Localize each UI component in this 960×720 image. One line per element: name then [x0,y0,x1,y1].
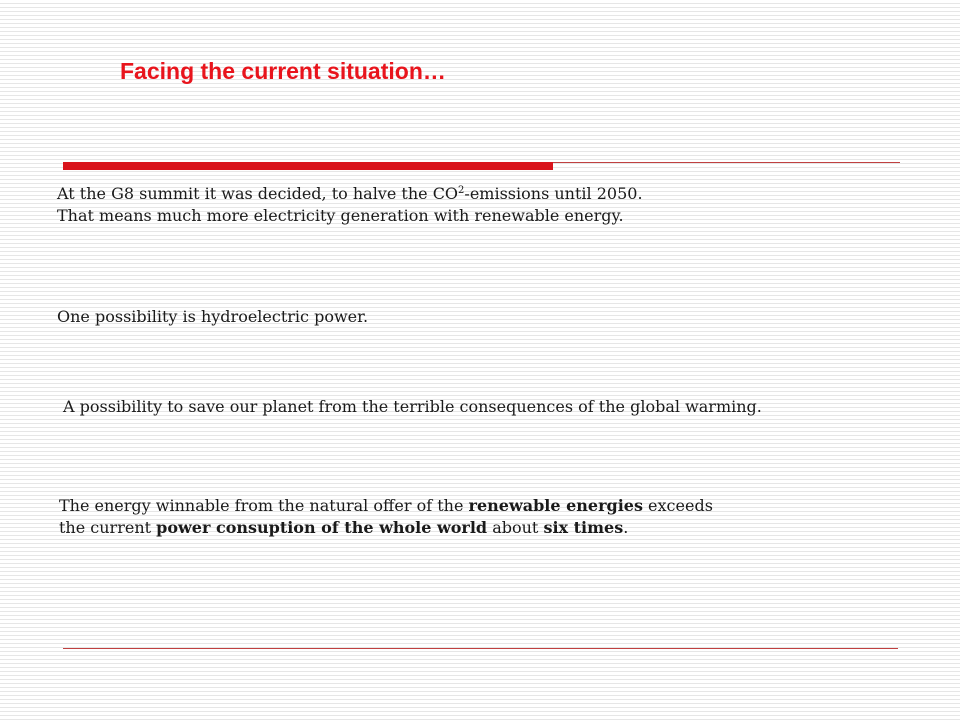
title-underline-thick [63,162,553,170]
text-segment: . [623,518,629,537]
text-segment: At the G8 summit it was decided, to halve the CO [57,184,459,203]
bold-text: renewable energies [468,496,643,515]
text-segment: -emissions until 2050. [464,184,643,203]
bold-text: power consuption of the whole world [156,518,488,537]
bottom-divider [63,648,898,649]
paragraph-renewable-energy [59,495,713,539]
paragraph-line: That means much more electricity generation with renewable energy. [57,206,624,225]
paragraph-save-planet: A possibility to save our planet from the terrible consequences of the global warming. [63,397,762,416]
text-segment: the current [59,518,157,537]
paragraph-line [59,517,713,539]
paragraph-g8-summit [57,183,643,227]
text-segment: exceeds [642,496,713,515]
text-segment: The energy winnable from the natural offer of the [59,496,469,515]
superscript-two: 2 [458,185,465,196]
slide-title: Facing the current situation… [120,58,446,84]
title-underline-thin [553,162,900,163]
paragraph-hydroelectric: One possibility is hydroelectric power. [57,307,369,326]
bold-text: six times [543,518,624,537]
paragraph-line [57,183,643,205]
paragraph-line [59,495,713,517]
text-segment: about [487,518,544,537]
